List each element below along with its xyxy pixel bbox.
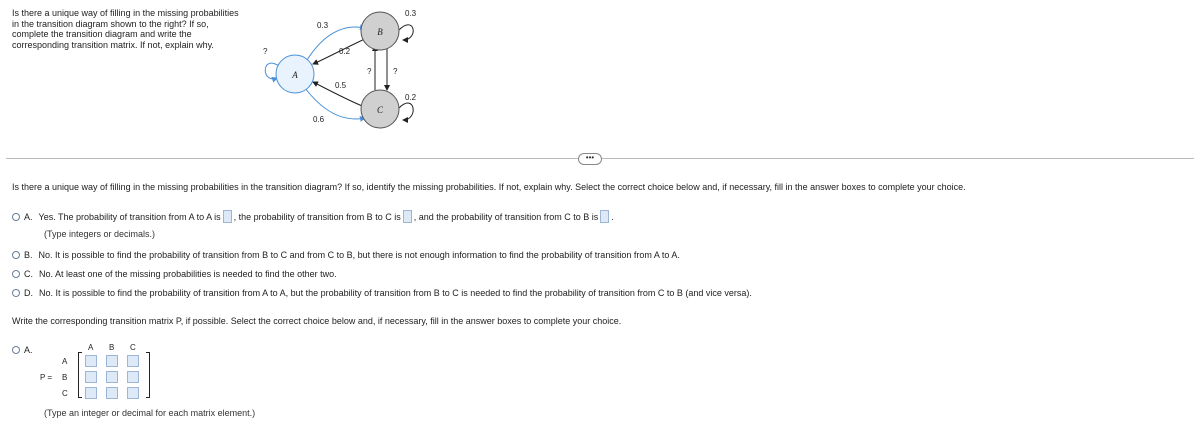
label-c-self: 0.2 <box>405 93 417 102</box>
question2-text: Write the corresponding transition matrix P, if possible. Select the correct choice below and, if necessary, fill in the answer boxes to complete your choice. <box>12 316 622 326</box>
choice-c-radio[interactable] <box>12 270 20 278</box>
matrix-left-bracket <box>78 352 82 398</box>
choice-b-letter: B. <box>24 250 33 260</box>
matrix-col-header-b: B <box>109 343 115 352</box>
answer-box-a-to-a[interactable] <box>223 210 232 223</box>
question1-text: Is there a unique way of filling in the missing probabilities in the transition diagram? If so, identify the missing probabilities. If not, explain why. Select the correct choice below and, if necessary, fill in the answer boxes to complete your choice. <box>12 182 966 192</box>
node-a-label: A <box>292 70 298 80</box>
matrix-cell-a-a[interactable] <box>85 355 97 367</box>
node-b-label: B <box>377 27 383 37</box>
label-c-to-b: ? <box>367 67 372 76</box>
matrix-cell-c-c[interactable] <box>127 387 139 399</box>
choice-a-letter: A. <box>24 211 33 222</box>
matrix-choice-a-letter: A. <box>24 345 33 355</box>
matrix-col-header-a: A <box>88 343 94 352</box>
matrix-label: P = <box>40 373 53 382</box>
matrix-right-bracket <box>146 352 150 398</box>
matrix-cell-b-b[interactable] <box>106 371 118 383</box>
matrix-cell-c-b[interactable] <box>106 387 118 399</box>
label-b-self: 0.3 <box>405 9 417 18</box>
label-b-to-a: 0.2 <box>339 47 351 56</box>
choice-b-radio[interactable] <box>12 251 20 259</box>
more-button[interactable]: ••• <box>578 153 602 165</box>
matrix-cell-c-a[interactable] <box>85 387 97 399</box>
label-b-to-c: ? <box>393 67 398 76</box>
matrix-choice-a-radio[interactable] <box>12 346 20 354</box>
choice-d-text: No. It is possible to find the probability of transition from A to A, but the probability of transition from B to C is needed to find the probability of transition from C to B (and vice versa). <box>39 288 752 298</box>
choice-a-hint: (Type integers or decimals.) <box>44 229 156 239</box>
choice-a-text-3: , and the probability of transition from C to B is <box>413 211 599 222</box>
matrix-hint: (Type an integer or decimal for each matrix element.) <box>44 408 256 418</box>
matrix-cell-b-c[interactable] <box>127 371 139 383</box>
transition-matrix <box>40 344 180 400</box>
choice-a-text-4: . <box>611 211 614 222</box>
matrix-row-header-c: C <box>62 389 68 398</box>
choice-c-text: No. At least one of the missing probabilities is needed to find the other two. <box>39 269 337 279</box>
answer-box-b-to-c[interactable] <box>403 210 412 223</box>
choice-c-letter: C. <box>24 269 33 279</box>
edge-b-self <box>399 25 413 40</box>
choice-d-row[interactable] <box>12 288 752 298</box>
choice-b-row[interactable] <box>12 250 680 260</box>
answer-box-c-to-b[interactable] <box>600 210 609 223</box>
choice-d-letter: D. <box>24 288 33 298</box>
matrix-cell-b-a[interactable] <box>85 371 97 383</box>
matrix-row-header-a: A <box>62 357 68 366</box>
matrix-cell-a-b[interactable] <box>106 355 118 367</box>
transition-diagram <box>255 4 445 129</box>
label-c-to-a: 0.5 <box>335 81 347 90</box>
matrix-row-header-b: B <box>62 373 68 382</box>
matrix-cell-a-c[interactable] <box>127 355 139 367</box>
label-a-self: ? <box>263 47 268 56</box>
choice-c-row[interactable] <box>12 269 337 279</box>
choice-d-radio[interactable] <box>12 289 20 297</box>
choice-b-text: No. It is possible to find the probability of transition from B to C and from C to B, but there is not enough information to find the probability of transition from A to A. <box>38 250 680 260</box>
label-a-to-b: 0.3 <box>317 21 329 30</box>
matrix-col-header-c: C <box>130 343 136 352</box>
label-a-to-c: 0.6 <box>313 115 325 124</box>
matrix-choice-a-row[interactable] <box>12 345 39 355</box>
edge-c-self <box>399 103 413 120</box>
choice-a-text-1: Yes. The probability of transition from A to A is <box>38 211 221 222</box>
choice-a-text-2: , the probability of transition from B to C is <box>233 211 401 222</box>
node-c-label: C <box>376 105 384 115</box>
choice-a-row[interactable] <box>12 210 614 223</box>
problem-prompt: Is there a unique way of filling in the missing probabilities in the transition diagram shown to the right? If so, complete the transition diagram and write the corresponding transition matrix. If not, explain why. <box>12 8 239 50</box>
choice-a-radio[interactable] <box>12 213 20 221</box>
